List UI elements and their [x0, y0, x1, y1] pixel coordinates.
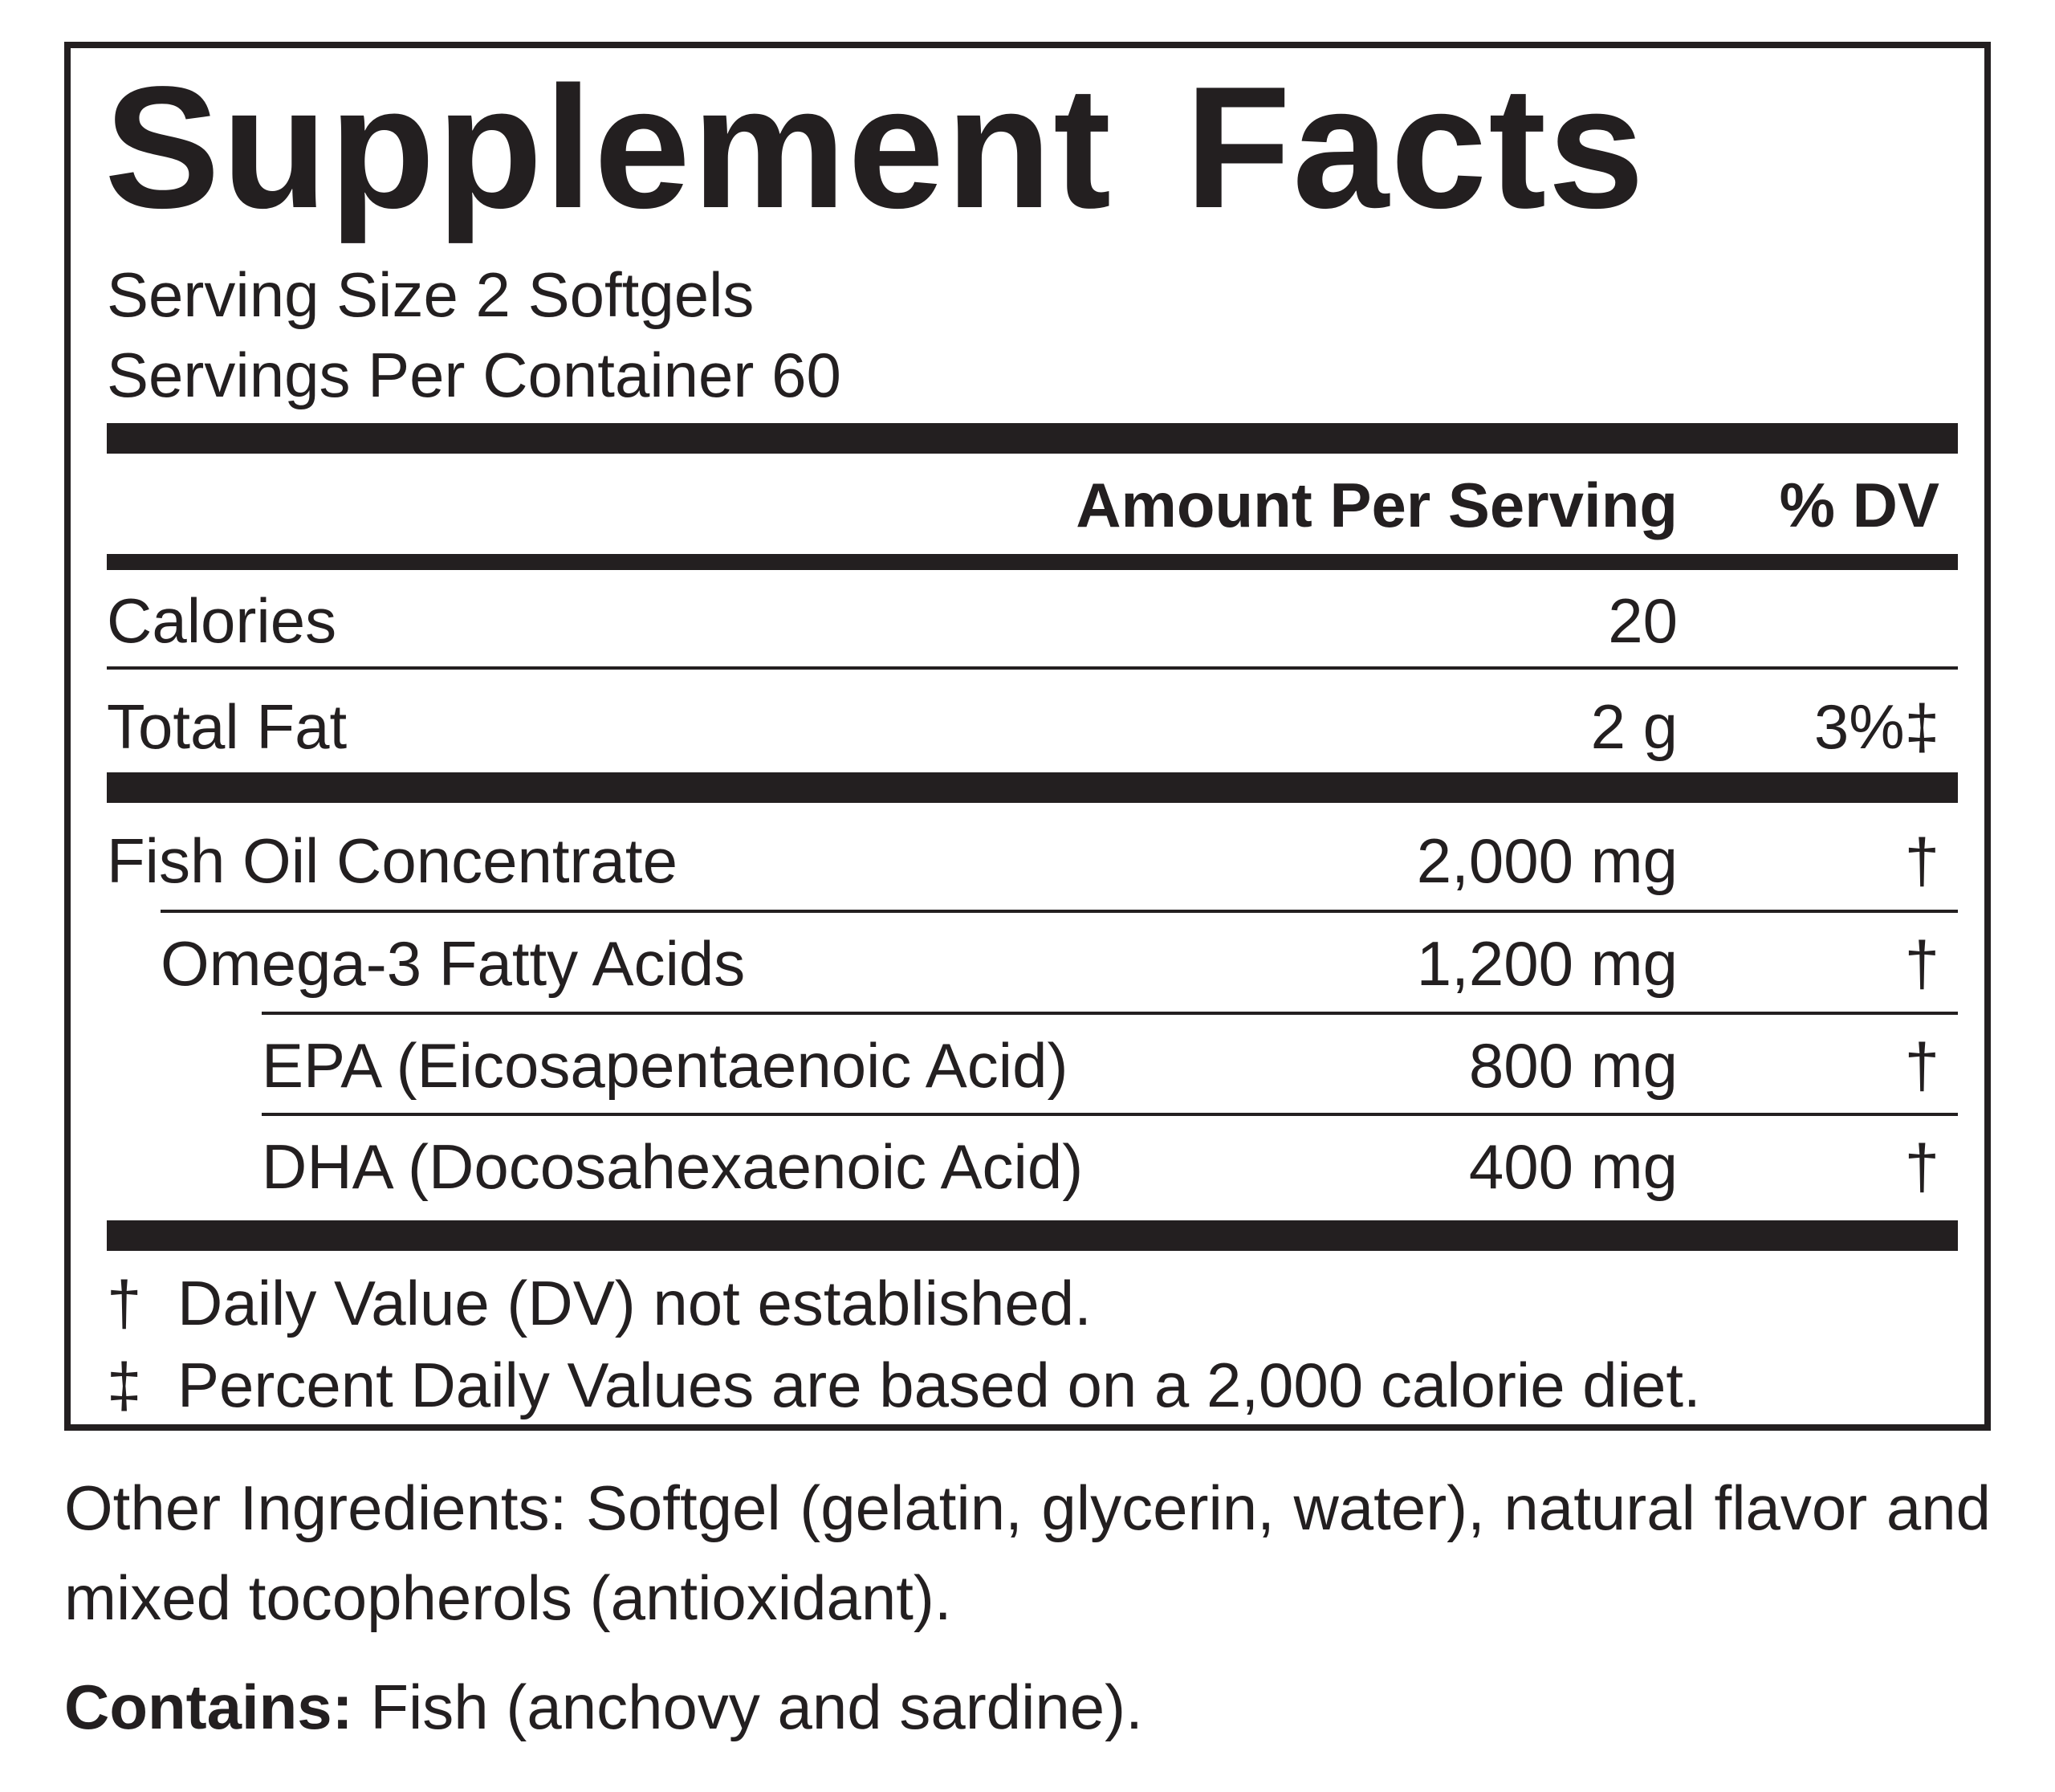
row-fish-oil-dv: † [1904, 825, 1939, 896]
row-calories-name: Calories [107, 585, 337, 656]
row-total-fat-dv: 3%‡ [1813, 691, 1939, 762]
contains-label: Contains: [64, 1672, 353, 1742]
footnote-symbol: ‡ [107, 1350, 142, 1420]
medium-divider [107, 554, 1958, 570]
header-percent-dv: % DV [1779, 470, 1939, 540]
row-fish-oil-name: Fish Oil Concentrate [107, 825, 678, 896]
thick-divider [107, 772, 1958, 803]
contains-statement [64, 1662, 1143, 1752]
thin-divider [161, 910, 1958, 913]
row-omega3-dv: † [1904, 928, 1939, 999]
row-dha-dv: † [1904, 1131, 1939, 1202]
thin-divider [262, 1113, 1958, 1116]
footnote-dagger [107, 1267, 1092, 1339]
row-dha-amount: 400 mg [1468, 1131, 1678, 1202]
row-epa-dv: † [1904, 1030, 1939, 1101]
thin-divider [262, 1012, 1958, 1015]
panel-title: Supplement Facts [104, 50, 1646, 244]
supplement-facts-panel [64, 42, 1991, 1431]
row-calories-amount: 20 [1608, 585, 1678, 656]
footnote-text: Percent Daily Values are based on a 2,000 calorie diet. [177, 1350, 1701, 1420]
servings-per-container: Servings Per Container 60 [107, 340, 841, 410]
row-dha-name: DHA (Docosahexaenoic Acid) [262, 1131, 1084, 1202]
row-epa-amount: 800 mg [1468, 1030, 1678, 1101]
row-epa-name: EPA (Eicosapentaenoic Acid) [262, 1030, 1068, 1101]
footnote-symbol: † [107, 1268, 142, 1338]
serving-size: Serving Size 2 Softgels [107, 259, 755, 330]
row-omega3-name: Omega-3 Fatty Acids [161, 928, 746, 999]
footnote-double-dagger [107, 1349, 1701, 1421]
row-fish-oil-amount: 2,000 mg [1416, 825, 1678, 896]
thick-divider [107, 1220, 1958, 1251]
footnote-text: Daily Value (DV) not established. [177, 1268, 1092, 1338]
header-amount-per-serving: Amount Per Serving [1076, 470, 1678, 540]
contains-text: Fish (anchovy and sardine). [370, 1672, 1143, 1742]
other-ingredients: Other Ingredients: Softgel (gelatin, glycerin, water), natural flavor and mixed tocopherols (antioxidant). [64, 1472, 1991, 1633]
row-total-fat-amount: 2 g [1590, 691, 1678, 762]
thin-divider [107, 666, 1958, 670]
thick-divider [107, 423, 1958, 454]
row-total-fat-name: Total Fat [107, 691, 348, 762]
row-omega3-amount: 1,200 mg [1416, 928, 1678, 999]
